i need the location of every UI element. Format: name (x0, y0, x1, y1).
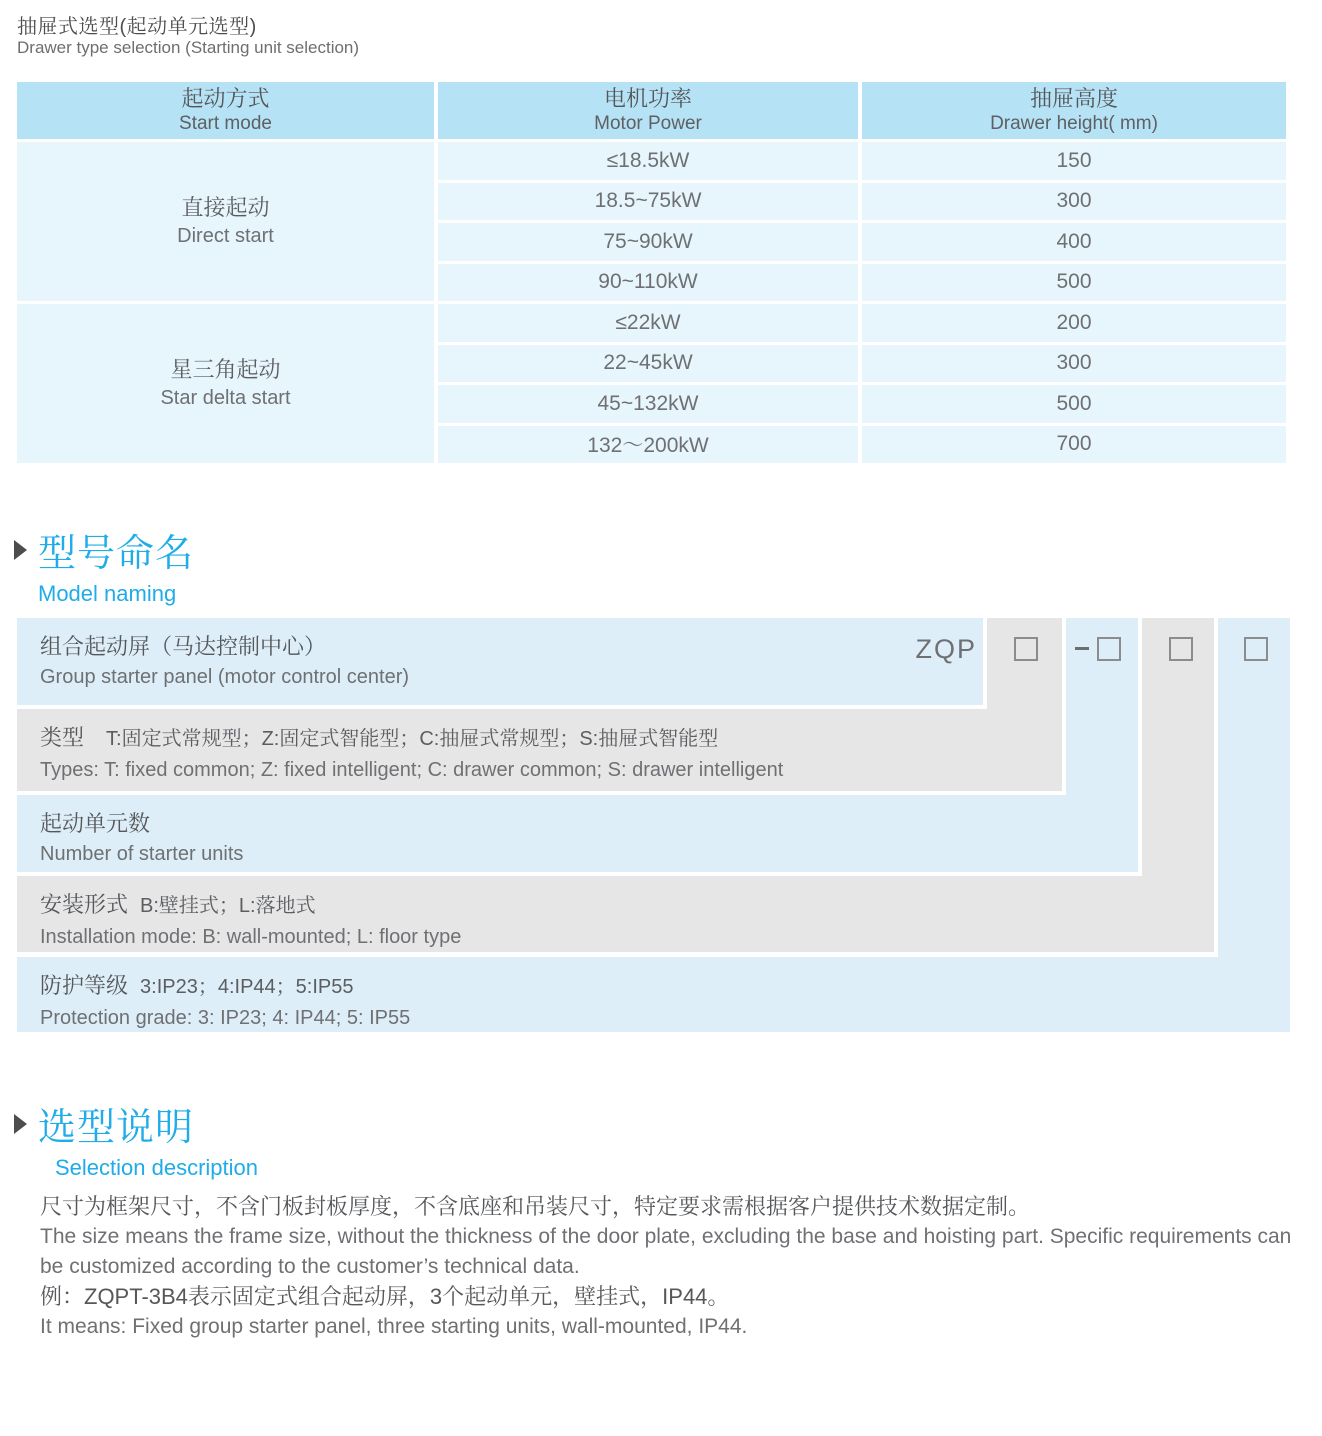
header-motor-power-en: Motor Power (594, 113, 702, 135)
example-paragraph-en: It means: Fixed group starter panel, three starting units, wall-mounted, IP44. (40, 1315, 748, 1338)
table-cell-height: 300 (862, 183, 1286, 221)
mode-star-delta-zh: 星三角起动 (170, 357, 281, 383)
naming-band-1-en: Group starter panel (motor control center) (40, 666, 410, 688)
naming-band-2-zh-label: 类型 (40, 725, 85, 750)
model-code-box-icon (1244, 637, 1268, 661)
column-header-start-mode (17, 82, 434, 139)
table-cell-power: 22~45kW (438, 345, 858, 383)
table-cell-height: 400 (862, 223, 1286, 261)
page-title-en: Drawer type selection (Starting unit selection) (17, 38, 360, 57)
model-naming-heading-zh: 型号命名 (38, 533, 195, 575)
naming-band-protection-grade (17, 957, 1290, 1032)
column-header-drawer-height (862, 82, 1286, 139)
section-selection-description-heading (14, 1096, 258, 1181)
header-start-mode-en: Start mode (179, 113, 272, 135)
model-naming-heading-en: Model naming (38, 581, 177, 606)
model-code-box-icon (1169, 637, 1193, 661)
mode-direct-start-en: Direct start (177, 224, 274, 247)
naming-band-3-en: Number of starter units (40, 843, 244, 865)
header-drawer-height-en: Drawer height( mm) (990, 113, 1158, 135)
naming-band-2-zh-detail: T:固定式常规型；Z:固定式智能型；C:抽屉式常规型；S:抽屉式智能型 (106, 728, 719, 750)
table-cell-power: 45~132kW (438, 385, 858, 423)
naming-band-installation-mode (17, 876, 1214, 952)
naming-band-5-en: Protection grade: 3: IP23; 4: IP44; 5: IP55 (40, 1007, 411, 1029)
table-cell-height: 200 (862, 304, 1286, 342)
table-cell-power: 90~110kW (438, 264, 858, 302)
table-cell-mode-direct-start (17, 142, 434, 301)
naming-band-3-zh: 起动单元数 (40, 811, 151, 836)
naming-band-2-en: Types: T: fixed common; Z: fixed intelligent; C: drawer common; S: drawer intelligent (40, 759, 784, 781)
model-code-prefix: ZQP (915, 634, 977, 664)
mode-direct-start-zh: 直接起动 (181, 195, 270, 221)
naming-band-4-zh-detail: B:壁挂式；L:落地式 (140, 895, 316, 917)
page-title-zh: 抽屉式选型(起动单元选型) (17, 16, 257, 38)
selection-description-body (40, 1192, 1292, 1342)
header-motor-power-zh: 电机功率 (603, 85, 692, 111)
table-cell-height: 500 (862, 264, 1286, 302)
naming-column-installation (1142, 618, 1214, 952)
table-cell-height: 150 (862, 142, 1286, 180)
section-model-naming-heading (14, 522, 194, 607)
selection-description-heading-zh: 选型说明 (38, 1107, 195, 1149)
selection-description-heading-en: Selection description (55, 1155, 259, 1180)
description-paragraph-en: The size means the frame size, without the thickness of the door plate, excluding the base and hoisting part. Specific requirements can be customized according to the customer’s technical data. (40, 1225, 1292, 1278)
naming-column-units (1066, 618, 1138, 872)
table-cell-height: 300 (862, 345, 1286, 383)
example-paragraph-zh: 例：ZQPT-3B4表示固定式组合起动屏，3个起动单元，壁挂式，IP44。 (40, 1284, 730, 1309)
table-cell-power: 75~90kW (438, 223, 858, 261)
drawer-selection-table (17, 82, 1286, 463)
naming-band-group-starter-panel (17, 618, 983, 705)
naming-band-4-en: Installation mode: B: wall-mounted; L: floor type (40, 926, 462, 948)
model-code-box-icon (1097, 637, 1121, 661)
table-cell-height: 500 (862, 385, 1286, 423)
naming-band-1-zh: 组合起动屏（马达控制中心） (40, 634, 327, 659)
table-cell-power: 18.5~75kW (438, 183, 858, 221)
table-cell-power: ≤18.5kW (438, 142, 858, 180)
naming-column-type (987, 618, 1062, 791)
naming-band-starter-units (17, 795, 1138, 872)
header-drawer-height-zh: 抽屉高度 (1029, 85, 1118, 111)
table-cell-power: ≤22kW (438, 304, 858, 342)
table-cell-height: 700 (862, 426, 1286, 464)
naming-band-5-zh-label: 防护等级 (40, 973, 129, 998)
column-header-motor-power (438, 82, 858, 139)
naming-column-protection (1218, 618, 1290, 1032)
naming-band-5-zh-detail: 3:IP23；4:IP44；5:IP55 (140, 976, 354, 998)
model-code-box-icon (1014, 637, 1038, 661)
header-start-mode-zh: 起动方式 (181, 85, 270, 111)
table-cell-power: 132～200kW (438, 426, 858, 464)
naming-band-4-zh-label: 安装形式 (40, 892, 129, 917)
description-paragraph-zh: 尺寸为框架尺寸，不含门板封板厚度，不含底座和吊装尺寸，特定要求需根据客户提供技术数据定制。 (40, 1194, 1031, 1219)
section-marker-triangle-icon (14, 1114, 27, 1134)
section-marker-triangle-icon (14, 540, 27, 560)
mode-star-delta-en: Star delta start (160, 386, 291, 409)
table-cell-mode-star-delta (17, 304, 434, 463)
code-dash-icon (1075, 647, 1089, 650)
naming-band-types (17, 709, 1062, 791)
